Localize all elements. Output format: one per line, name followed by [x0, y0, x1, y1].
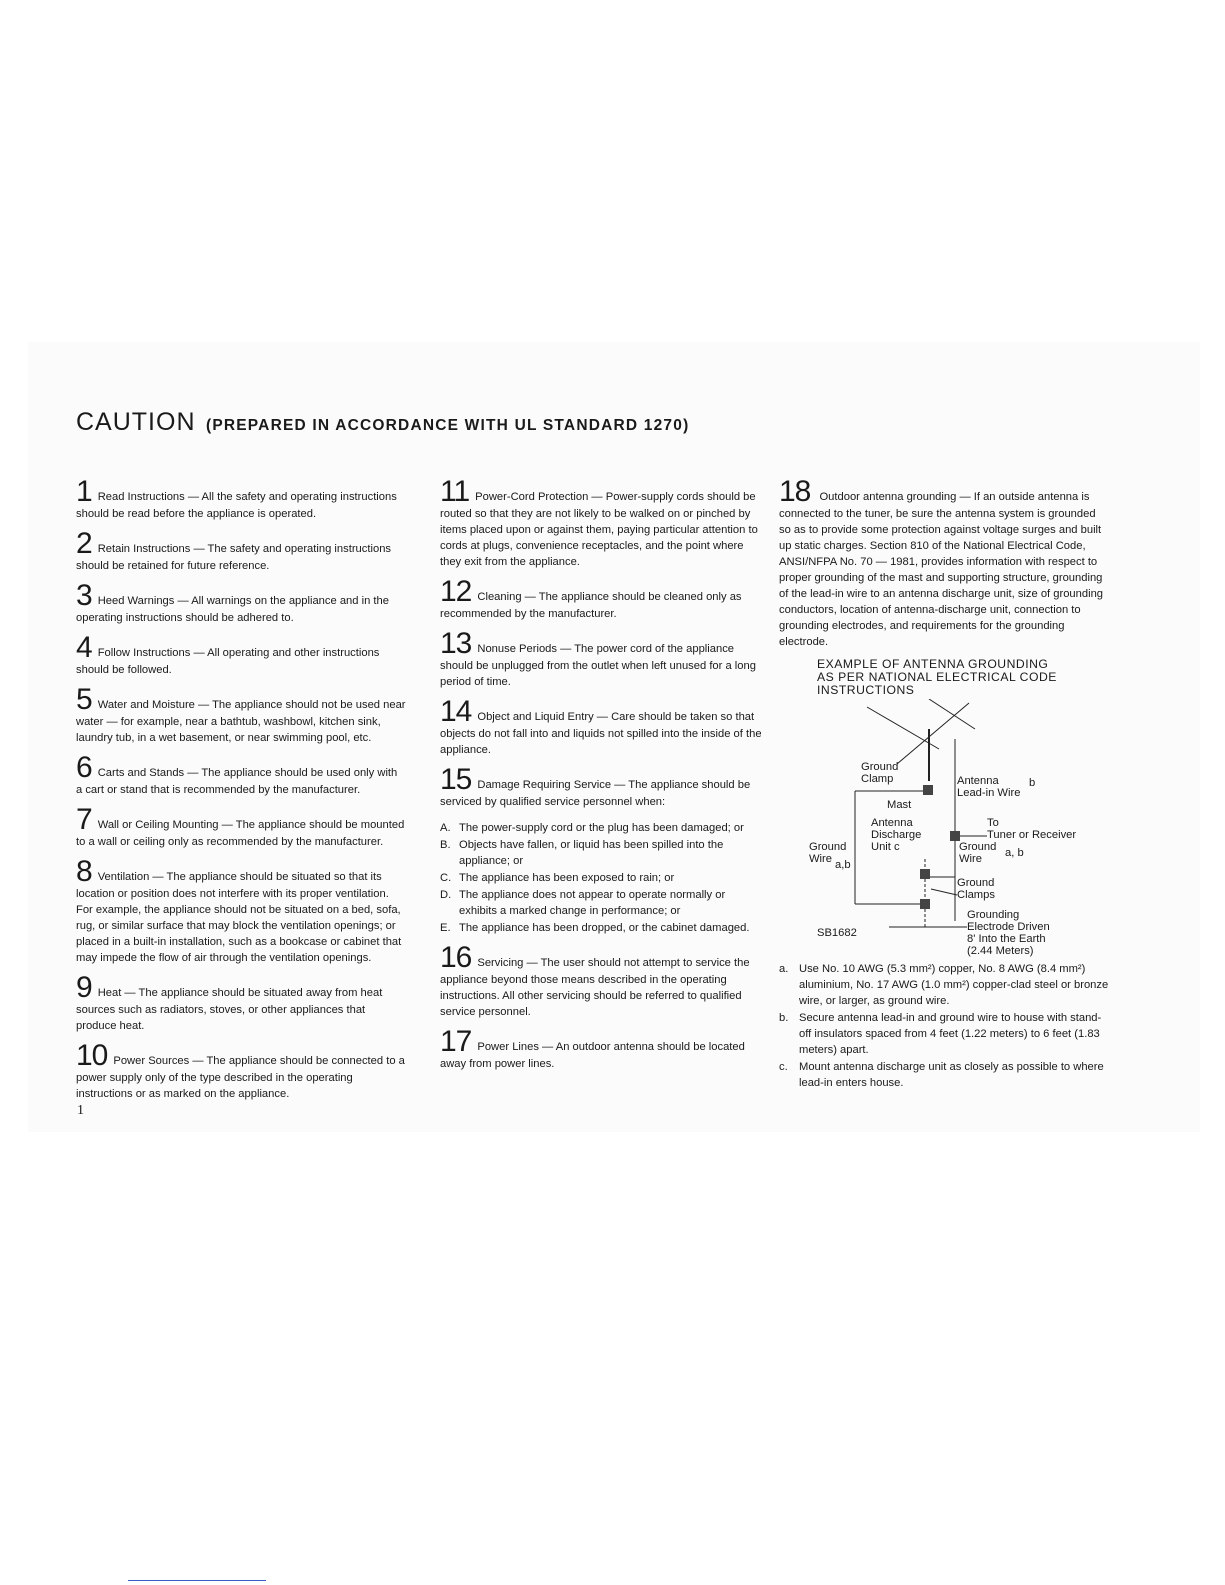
list-label: C. [440, 872, 452, 884]
caution-heading: CAUTION [76, 408, 196, 436]
list-label: a. [779, 963, 789, 975]
list-text: The appliance does not appear to operate normally or exhibits a marked change in performance; or [459, 889, 726, 917]
label-ab-right: a, b [1005, 847, 1024, 859]
item-number: 14 [440, 695, 472, 728]
item-title: Object and Liquid Entry [477, 711, 594, 723]
item-number: 9 [76, 971, 92, 1004]
item-title: Heed Warnings [97, 595, 175, 607]
item-title: Carts and Stands [97, 767, 185, 779]
list-label: c. [779, 1061, 788, 1073]
column-2 [440, 475, 765, 1080]
item-number: 13 [440, 627, 472, 660]
instruction-item: 2 Retain Instructions — The safety and operating instructions should be retained for future reference. [76, 527, 392, 572]
item-number: 3 [76, 579, 92, 612]
list-item [779, 961, 1109, 1009]
list-item [440, 837, 765, 869]
item-title: Power-Cord Protection [475, 491, 589, 503]
column-1 [76, 475, 406, 1110]
list-label: E. [440, 922, 451, 934]
list-label: A. [440, 822, 451, 834]
item-text: The appliance should be serviced by qualified service personnel when: [440, 779, 751, 808]
diagram-title-line: AS PER NATIONAL ELECTRICAL CODE [817, 670, 1057, 684]
instruction-item: 5 Water and Moisture — The appliance should not be used near water — for example, near a bathtub, washbowl, kitchen sink, laundry tub, in a wet basement, or near swimming pool, etc. [76, 683, 406, 744]
ground-clamp-block [923, 785, 933, 795]
discharge-unit-block [950, 831, 960, 841]
caution-subtitle: (PREPARED IN ACCORDANCE WITH UL STANDARD 1270) [205, 417, 690, 434]
item-title: Ventilation [97, 871, 150, 883]
instruction-item: 9 Heat — The appliance should be situated away from heat sources such as radiators, stoves, or other appliances that produce heat. [76, 971, 383, 1032]
item-text: The power cord of the appliance should be unplugged from the outlet when left unused for a long period of time. [440, 643, 756, 688]
item-text: Power-supply cords should be routed so that they are not likely to be walked on or pinched by items placed upon or against them, paying particular attention to cords at plugs, convenience receptacles, and the point where they exit from the appliance. [440, 491, 758, 568]
item-text: All the safety and operating instructions should be read before the appliance is operated. [76, 491, 397, 520]
item-text: The safety and operating instructions should be retained for future reference. [76, 543, 392, 572]
item-title: Power Sources [113, 1055, 190, 1067]
list-text: The appliance has been exposed to rain; or [459, 872, 675, 884]
item-number: 4 [76, 631, 92, 664]
label-ground-clamp: Ground Clamp [861, 761, 899, 785]
clamp-pointer [931, 889, 957, 895]
instruction-item: 11 Power-Cord Protection — Power-supply cords should be routed so that they are not likely to be walked on or pinched by items placed upon or against them, paying particular attention to cords at plugs, convenience receptacles, and the point where they exit from the appliance. [440, 475, 758, 568]
item-text: Care should be taken so that objects do not fall into and liquids not spilled into the inside of the appliance. [440, 711, 762, 756]
item-title: Nonuse Periods [477, 643, 557, 655]
list-text: The power-supply cord or the plug has been damaged; or [459, 822, 744, 834]
item-title: Outdoor antenna grounding [819, 491, 957, 503]
item-number: 6 [76, 751, 92, 784]
item-text: The appliance should be used only with a cart or stand that is recommended by the manufacturer. [76, 767, 398, 796]
label-grounding-electrode: Grounding Electrode Driven 8' Into the Earth (2.44 Meters) [967, 909, 1050, 957]
page-number: 1 [77, 1103, 84, 1118]
item-text: All warnings on the appliance and in the operating instructions should be adhered to. [76, 595, 389, 624]
list-item [440, 920, 765, 936]
item-number: 5 [76, 683, 92, 716]
instruction-item: 13 Nonuse Periods — The power cord of the appliance should be unplugged from the outlet when left unused for a long period of time. [440, 627, 756, 688]
diagram-title-line: EXAMPLE OF ANTENNA GROUNDING [817, 657, 1049, 671]
label-diagram-code: SB1682 [817, 927, 857, 939]
instruction-item: 3 Heed Warnings — All warnings on the appliance and in the operating instructions should be adhered to. [76, 579, 389, 624]
instruction-item: 18 Outdoor antenna grounding — If an outside antenna is connected to the tuner, be sure the antenna system is grounded so as to provide some protection against voltage surges and built up static charges. Section 810 of the National Electrical Code, ANSI/NFPA No. 70 — 1981, provides information with respect to proper grounding of the mast and supporting structure, grounding of the lead-in wire to an antenna discharge unit, size of grounding conductors, location of antenna-discharge unit, connection to grounding electrodes, and requirements for the grounding electrode. [779, 475, 1104, 648]
ground-clamp-block [920, 899, 930, 909]
antenna-element [897, 703, 969, 764]
label-ground-clamps: Ground Clamps [957, 877, 995, 901]
item-text: An outdoor antenna should be located away from power lines. [440, 1041, 745, 1070]
instruction-item: 6 Carts and Stands — The appliance should be used only with a cart or stand that is recommended by the manufacturer. [76, 751, 398, 796]
item-title: Retain Instructions [97, 543, 191, 555]
label-ground-wire-right: Ground Wire [959, 841, 997, 865]
antenna-grounding-diagram [779, 699, 1109, 957]
instruction-item: 4 Follow Instructions — All operating and other instructions should be followed. [76, 631, 380, 676]
list-label: D. [440, 889, 452, 901]
page-header [76, 408, 689, 437]
diagram-lines [779, 699, 1109, 931]
item-title: Water and Moisture [97, 699, 195, 711]
item-number: 10 [76, 1039, 108, 1072]
list-text: Use No. 10 AWG (5.3 mm²) copper, No. 8 AWG (8.4 mm²) aluminium, No. 17 AWG (1.0 mm²) copper-clad steel or bronze wire, or larger, as ground wire. [799, 963, 1109, 1007]
diagram-title [817, 658, 1109, 697]
item-title: Cleaning [477, 591, 522, 603]
label-b: b [1029, 777, 1036, 789]
list-item [440, 887, 765, 919]
service-conditions-list [440, 820, 765, 936]
instruction-item: 14 Object and Liquid Entry — Care should be taken so that objects do not fall into and liquids not spilled into the inside of the appliance. [440, 695, 762, 756]
list-label: b. [779, 1012, 789, 1024]
item-text: The appliance should be situated so that its location or position does not interfere with its proper ventilation. For example, the appliance should not be situated on a bed, sofa, rug, or similar surface that may block the ventilation openings; or placed in a built-in installation, such as a bookcase or cabinet that may impede the flow of air through the ventilation openings. [76, 871, 402, 964]
item-number: 1 [76, 475, 92, 508]
label-mast: Mast [887, 799, 912, 811]
item-text: The appliance should be mounted to a wall or ceiling only as recommended by the manufacturer. [76, 819, 405, 848]
item-title: Wall or Ceiling Mounting [97, 819, 219, 831]
item-title: Power Lines [477, 1041, 539, 1053]
label-ground-wire-left: Ground Wire [809, 841, 847, 865]
list-text: Mount antenna discharge unit as closely as possible to where lead-in enters house. [799, 1061, 1104, 1089]
item-title: Heat [97, 987, 122, 999]
instruction-item: 12 Cleaning — The appliance should be cleaned only as recommended by the manufacturer. [440, 575, 742, 620]
item-text: The appliance should be connected to a power supply only of the type described in the operating instructions or as marked on the appliance. [76, 1055, 405, 1100]
item-number: 8 [76, 855, 92, 888]
label-antenna-leadin: Antenna Lead-in Wire [957, 775, 1021, 799]
ground-clamp-block [920, 869, 930, 879]
item-number: 17 [440, 1025, 472, 1058]
item-number: 16 [440, 941, 472, 974]
item-number: 18 [779, 475, 811, 508]
instruction-item: 8 Ventilation — The appliance should be situated so that its location or position does not interfere with its proper ventilation. For example, the appliance should not be situated on a bed, sofa, rug, or similar surface that may block the ventilation openings; or placed in a built-in installation, such as a bookcase or cabinet that may impede the flow of air through the ventilation openings. [76, 855, 402, 964]
item-title: Servicing [477, 957, 524, 969]
item-text: If an outside antenna is connected to the tuner, be sure the antenna system is grounded so as to provide some protection against voltage surges and built up static charges. Section 810 of the National Electrical Code, ANSI/NFPA No. 70 — 1981, provides information with respect to proper grounding of the mast and supporting structure, grounding of the lead-in wire to an antenna discharge unit, size of grounding conductors, location of antenna-discharge unit, connection to grounding electrodes, and requirements for the grounding electrode. [779, 491, 1104, 648]
label-ab-left: a,b [835, 859, 851, 871]
footer-link-line [128, 1580, 266, 1581]
list-text: Objects have fallen, or liquid has been spilled into the appliance; or [459, 839, 724, 867]
item-text: The user should not attempt to service the appliance beyond those means described in the operating instructions. All other servicing should be referred to qualified service personnel. [440, 957, 750, 1018]
list-text: Secure antenna lead-in and ground wire to house with stand-off insulators spaced from 4 feet (1.22 meters) to 6 feet (1.83 meters) apart. [799, 1012, 1102, 1056]
item-text: All operating and other instructions should be followed. [76, 647, 380, 676]
instruction-item: 17 Power Lines — An outdoor antenna should be located away from power lines. [440, 1025, 745, 1070]
list-item [779, 1059, 1109, 1091]
list-item [779, 1010, 1109, 1058]
label-to-tuner: To Tuner or Receiver [987, 817, 1077, 841]
instruction-item: 1 Read Instructions — All the safety and operating instructions should be read before the appliance is operated. [76, 475, 397, 520]
instruction-item: 16 Servicing — The user should not attempt to service the appliance beyond those means described in the operating instructions. All other servicing should be referred to qualified service personnel. [440, 941, 750, 1018]
item-number: 15 [440, 763, 472, 796]
list-item [440, 870, 765, 886]
column-3 [779, 475, 1109, 1092]
item-number: 12 [440, 575, 472, 608]
item-text: The appliance should be situated away from heat sources such as radiators, stoves, or other appliances that produce heat. [76, 987, 383, 1032]
item-text: The appliance should be cleaned only as recommended by the manufacturer. [440, 591, 742, 620]
diagram-title-line: INSTRUCTIONS [817, 683, 915, 697]
label-discharge-unit: Antenna Discharge Unit c [871, 817, 922, 853]
list-label: B. [440, 839, 451, 851]
item-title: Damage Requiring Service [477, 779, 612, 791]
list-item [440, 820, 765, 836]
item-number: 11 [440, 475, 470, 508]
item-title: Follow Instructions [97, 647, 191, 659]
instruction-item: 15 Damage Requiring Service — The appliance should be serviced by qualified service personnel when: [440, 763, 751, 808]
item-number: 2 [76, 527, 92, 560]
list-text: The appliance has been dropped, or the cabinet damaged. [459, 922, 750, 934]
instruction-item: 7 Wall or Ceiling Mounting — The appliance should be mounted to a wall or ceiling only as recommended by the manufacturer. [76, 803, 405, 848]
item-title: Read Instructions [97, 491, 185, 503]
instruction-item: 10 Power Sources — The appliance should be connected to a power supply only of the type described in the operating instructions or as marked on the appliance. [76, 1039, 405, 1100]
item-text: The appliance should not be used near water — for example, near a bathtub, washbowl, kitchen sink, laundry tub, in a wet basement, or near swimming pool, etc. [76, 699, 406, 744]
item-number: 7 [76, 803, 92, 836]
diagram-notes [779, 961, 1109, 1091]
